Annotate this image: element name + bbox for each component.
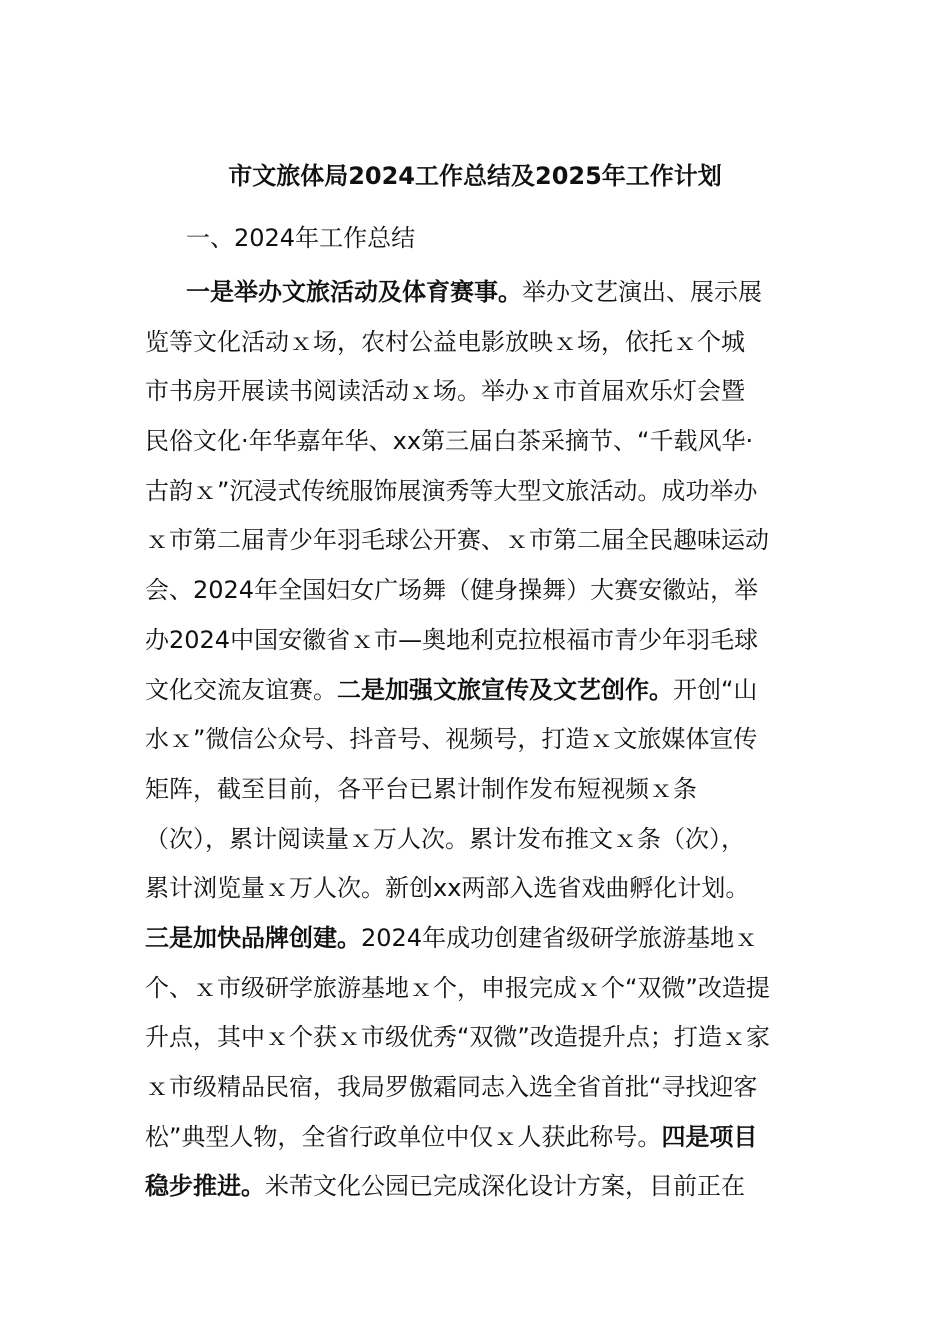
paragraph-line [145,1162,810,1212]
bold-lead: 三是加快品牌创建。 [145,923,361,952]
bold-lead: 一是举办文旅活动及体育赛事。 [186,278,522,306]
paragraph-line [145,1013,810,1063]
line-text: 水ｘ”微信公众号、抖音号、视频号，打造ｘ文旅媒体宣传 [145,725,758,754]
bold-lead: 四是项目 [661,1122,758,1151]
paragraph-line [145,864,810,914]
line-text: 办2024中国安徽省ｘ市—奥地利克拉根福市青少年羽毛球 [145,625,759,654]
body-paragraph [145,268,810,1212]
paragraph-line [145,367,810,417]
paragraph-line [145,417,810,467]
line-text: （次），累计阅读量ｘ万人次。累计发布推文ｘ条（次）， [145,824,745,853]
paragraph-line [145,765,810,815]
line-text: 累计浏览量ｘ万人次。新创xx两部入选省戏曲孵化计划。 [145,874,750,903]
line-text: ｘ市第二届青少年羽毛球公开赛、ｘ市第二届全民趣味运动 [145,526,769,555]
line-text: 开创“山 [673,675,758,704]
paragraph-line [145,467,810,517]
line-text: 2024年成功创建省级研学旅游基地ｘ [361,923,759,952]
paragraph-line [145,566,810,616]
bold-lead: 二是加强文旅宣传及文艺创作。 [337,675,673,704]
paragraph-line [145,914,810,964]
paragraph-line [145,268,810,318]
line-text: 米芾文化公园已完成深化设计方案，目前正在 [265,1172,745,1201]
document-title: 市文旅体局2024工作总结及2025年工作计划 [228,162,722,190]
line-text: 览等文化活动ｘ场，农村公益电影放映ｘ场，依托ｘ个城 [145,327,745,356]
line-text: 古韵ｘ”沉浸式传统服饰展演秀等大型文旅活动。成功举办 [145,476,758,505]
paragraph-line [145,715,810,765]
paragraph-line [145,318,810,368]
paragraph-line [145,616,810,666]
paragraph-line [145,964,810,1014]
section-heading: 一、2024年工作总结 [186,224,416,252]
line-text: 举办文艺演出、展示展 [522,278,762,306]
line-text: 升点，其中ｘ个获ｘ市级优秀“双微”改造提升点；打造ｘ家 [145,1023,770,1052]
line-text: 松”典型人物，全省行政单位中仅ｘ人获此称号。 [145,1122,662,1151]
line-text: 民俗文化·年华嘉年华、xx第三届白茶采摘节、“千载风华· [145,427,754,456]
paragraph-line [145,666,810,716]
line-text: 文化交流友谊赛。 [145,675,337,704]
line-text: 会、2024年全国妇女广场舞（健身操舞）大赛安徽站，举 [145,576,759,605]
line-text: 市书房开展读书阅读活动ｘ场。举办ｘ市首届欢乐灯会暨 [145,377,745,406]
line-text: ｘ市级精品民宿，我局罗傲霜同志入选全省首批“寻找迎客 [145,1073,758,1101]
paragraph-line [145,1113,810,1163]
line-text: 个、ｘ市级研学旅游基地ｘ个，申报完成ｘ个“双微”改造提 [145,973,770,1002]
paragraph-line [145,815,810,865]
paragraph-line [145,516,810,566]
line-text: 矩阵，截至目前，各平台已累计制作发布短视频ｘ条 [145,774,697,803]
bold-lead: 稳步推进。 [145,1172,265,1201]
paragraph-line [145,1063,810,1113]
